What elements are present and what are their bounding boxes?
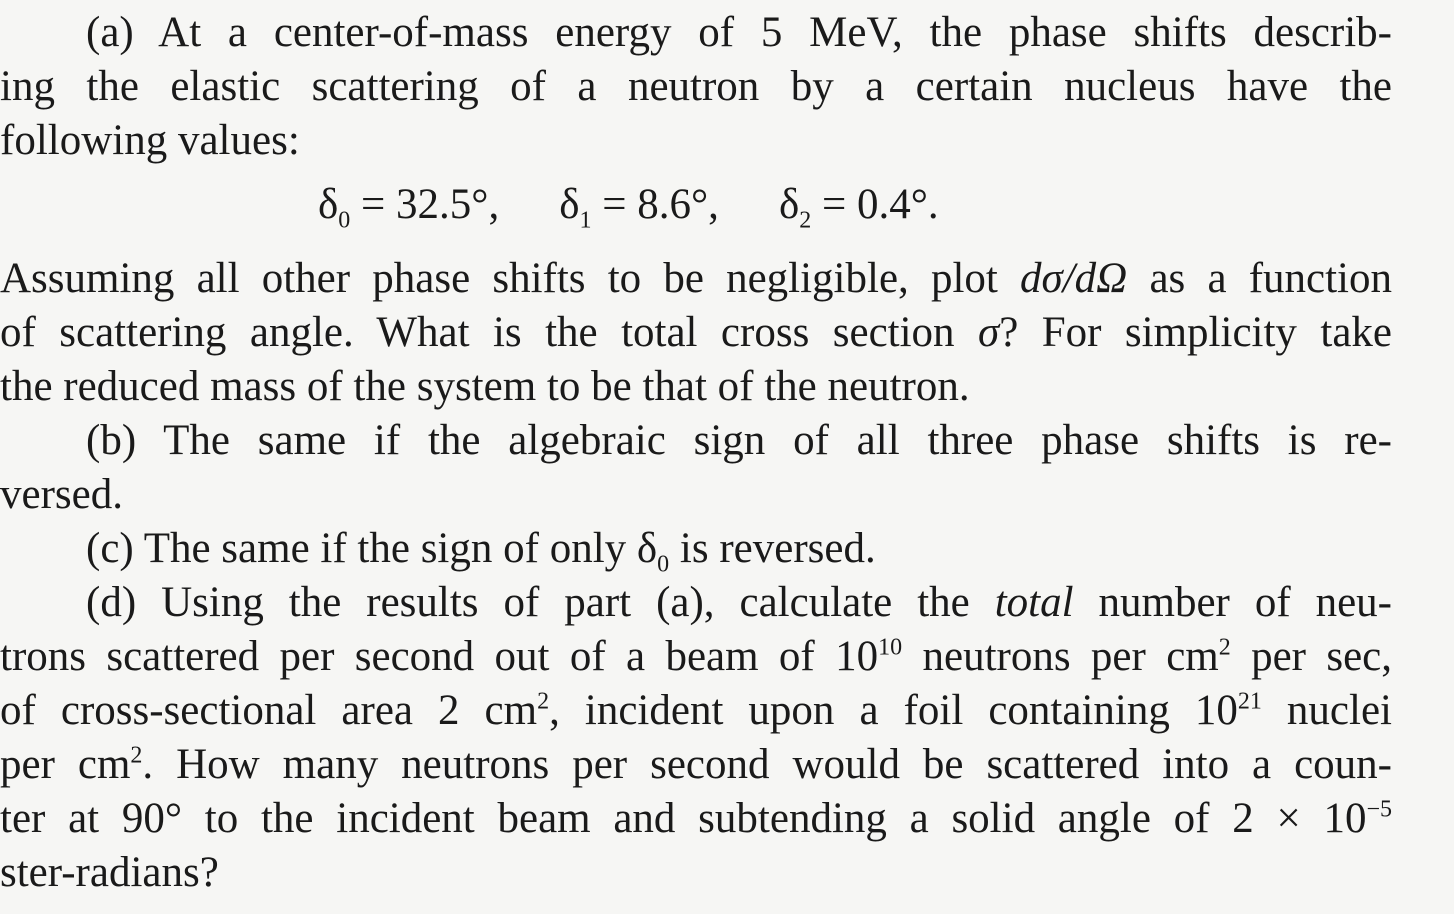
delta-2: $\delta_2 = 0.4^\circ$. bbox=[778, 181, 939, 234]
delta-1: $\delta_1 = 8.6^\circ$, bbox=[559, 181, 719, 234]
assumption-line-1: Assuming all other phase shifts to be negligible, plot dσ/dΩ as a function bbox=[0, 255, 1393, 302]
part-d-line-1: (d) Using the results of part (a), calculate the total number of neu- bbox=[86, 579, 1393, 626]
part-d-line-6: ster-radians? bbox=[0, 849, 219, 896]
part-b-line-1: (b) The same if the algebraic sign of all three phase shifts is re- bbox=[86, 417, 1392, 464]
part-a-line-1: (a) At a center-of-mass energy of 5 MeV, the phase shifts describ- bbox=[86, 9, 1392, 56]
part-d-line-3: of cross-sectional area 2 $cm^2$, incident upon a foil containing $10^{21}$ nuclei bbox=[0, 687, 1392, 734]
part-d-line-2: trons scattered per second out of a beam of $10^{10}$ neutrons per $cm^2$ per sec, bbox=[0, 633, 1393, 680]
part-d-line-4: per $cm^2$. How many neutrons per second would be scattered into a coun- bbox=[0, 741, 1393, 788]
part-c-line: (c) The same if the sign of only $\delta_0$ is reversed. bbox=[86, 525, 876, 578]
assumption-line-3: the reduced mass of the system to be that of the neutron. bbox=[0, 363, 970, 410]
delta-0: $\delta_0 = 32.5^\circ$, bbox=[318, 181, 500, 234]
part-d-line-5: ter at 90° to the incident beam and subtending a solid angle of $2 \times 10^{-5}$ bbox=[0, 795, 1392, 842]
part-a-line-2: ing the elastic scattering of a neutron by a certain nucleus have the bbox=[0, 63, 1392, 110]
part-b-line-2: versed. bbox=[0, 471, 123, 518]
assumption-line-2: of scattering angle. What is the total cross section σ? For simplicity take bbox=[0, 309, 1392, 356]
part-a-line-3: following values: bbox=[0, 117, 300, 164]
phase-shift-equation bbox=[318, 178, 939, 232]
